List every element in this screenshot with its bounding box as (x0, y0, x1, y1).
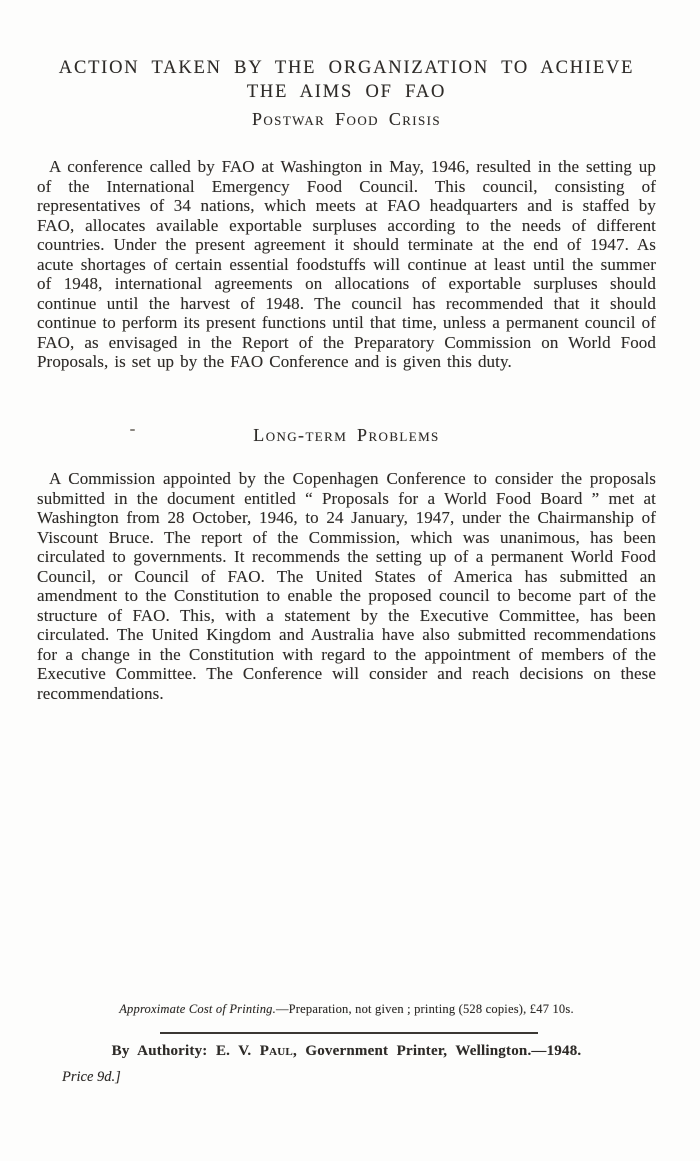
section-heading-long-term-problems: Long-term Problems (253, 425, 440, 445)
printing-cost-note-detail: —Preparation, not given ; printing (528 copies), £47 10s. (275, 1002, 574, 1016)
section-heading-postwar-food-crisis: Postwar Food Crisis (251, 109, 442, 129)
document-title-line-2: THE AIMS OF FAO (246, 82, 447, 102)
document-title (37, 56, 656, 104)
paragraph-postwar-food-crisis: A conference called by FAO at Washington in May, 1946, resulted in the setting up of the International Emergency Food Council. This council, consisting of representatives of 34 nations, which meets at FAO headquarters and is staffed by FAO, allocates available exportable surpluses according to the needs of different countries. Under the present agreement it should terminate at the end of 1947. As acute shortages of certain essential foodstuffs will continue at least until the summer of 1948, international agreements on allocations of exportable surpluses should continue until the harvest of 1948. The council has recommended that it should continue to perform its present functions until that time, unless a permanent council of FAO, as envisaged in the Report of the Preparatory Commission on World Food Proposals, is set up by the FAO Conference and is given this duty. (37, 157, 656, 371)
authority-imprint (37, 1042, 656, 1061)
document-title-line-1: ACTION TAKEN BY THE ORGANIZATION TO ACHIEVE (58, 58, 635, 78)
printing-cost-note (37, 1001, 656, 1017)
authority-imprint-prefix: By Authority: E. V. (111, 1043, 260, 1059)
authority-printer-name: Paul (259, 1043, 293, 1059)
price-note: Price 9d.] (62, 1069, 121, 1085)
authority-imprint-suffix: , Government Printer, Wellington.—1948. (292, 1043, 582, 1059)
printing-cost-note-label: Approximate Cost of Printing. (119, 1002, 276, 1016)
paragraph-long-term-problems: A Commission appointed by the Copenhagen Conference to consider the proposals submitted in the document entitled “ Proposals for a World Food Board ” met at Washington from 28 October, 1946, to 24 January, 1947, under the Chairmanship of Viscount Bruce. The report of the Commission, which was unanimous, has been circulated to governments. It recommends the setting up of a permanent World Food Council, or Council of FAO. The United States of America has submitted an amendment to the Constitution to enable the proposed council to become part of the structure of FAO. This, with a statement by the Executive Committee, has been circulated. The United Kingdom and Australia have also submitted recommendations for a change in the Constitution with regard to the appointment of members of the Executive Committee. The Conference will consider and reach decisions on these recommendations. (37, 469, 656, 703)
imprint-divider-rule (160, 1032, 538, 1034)
